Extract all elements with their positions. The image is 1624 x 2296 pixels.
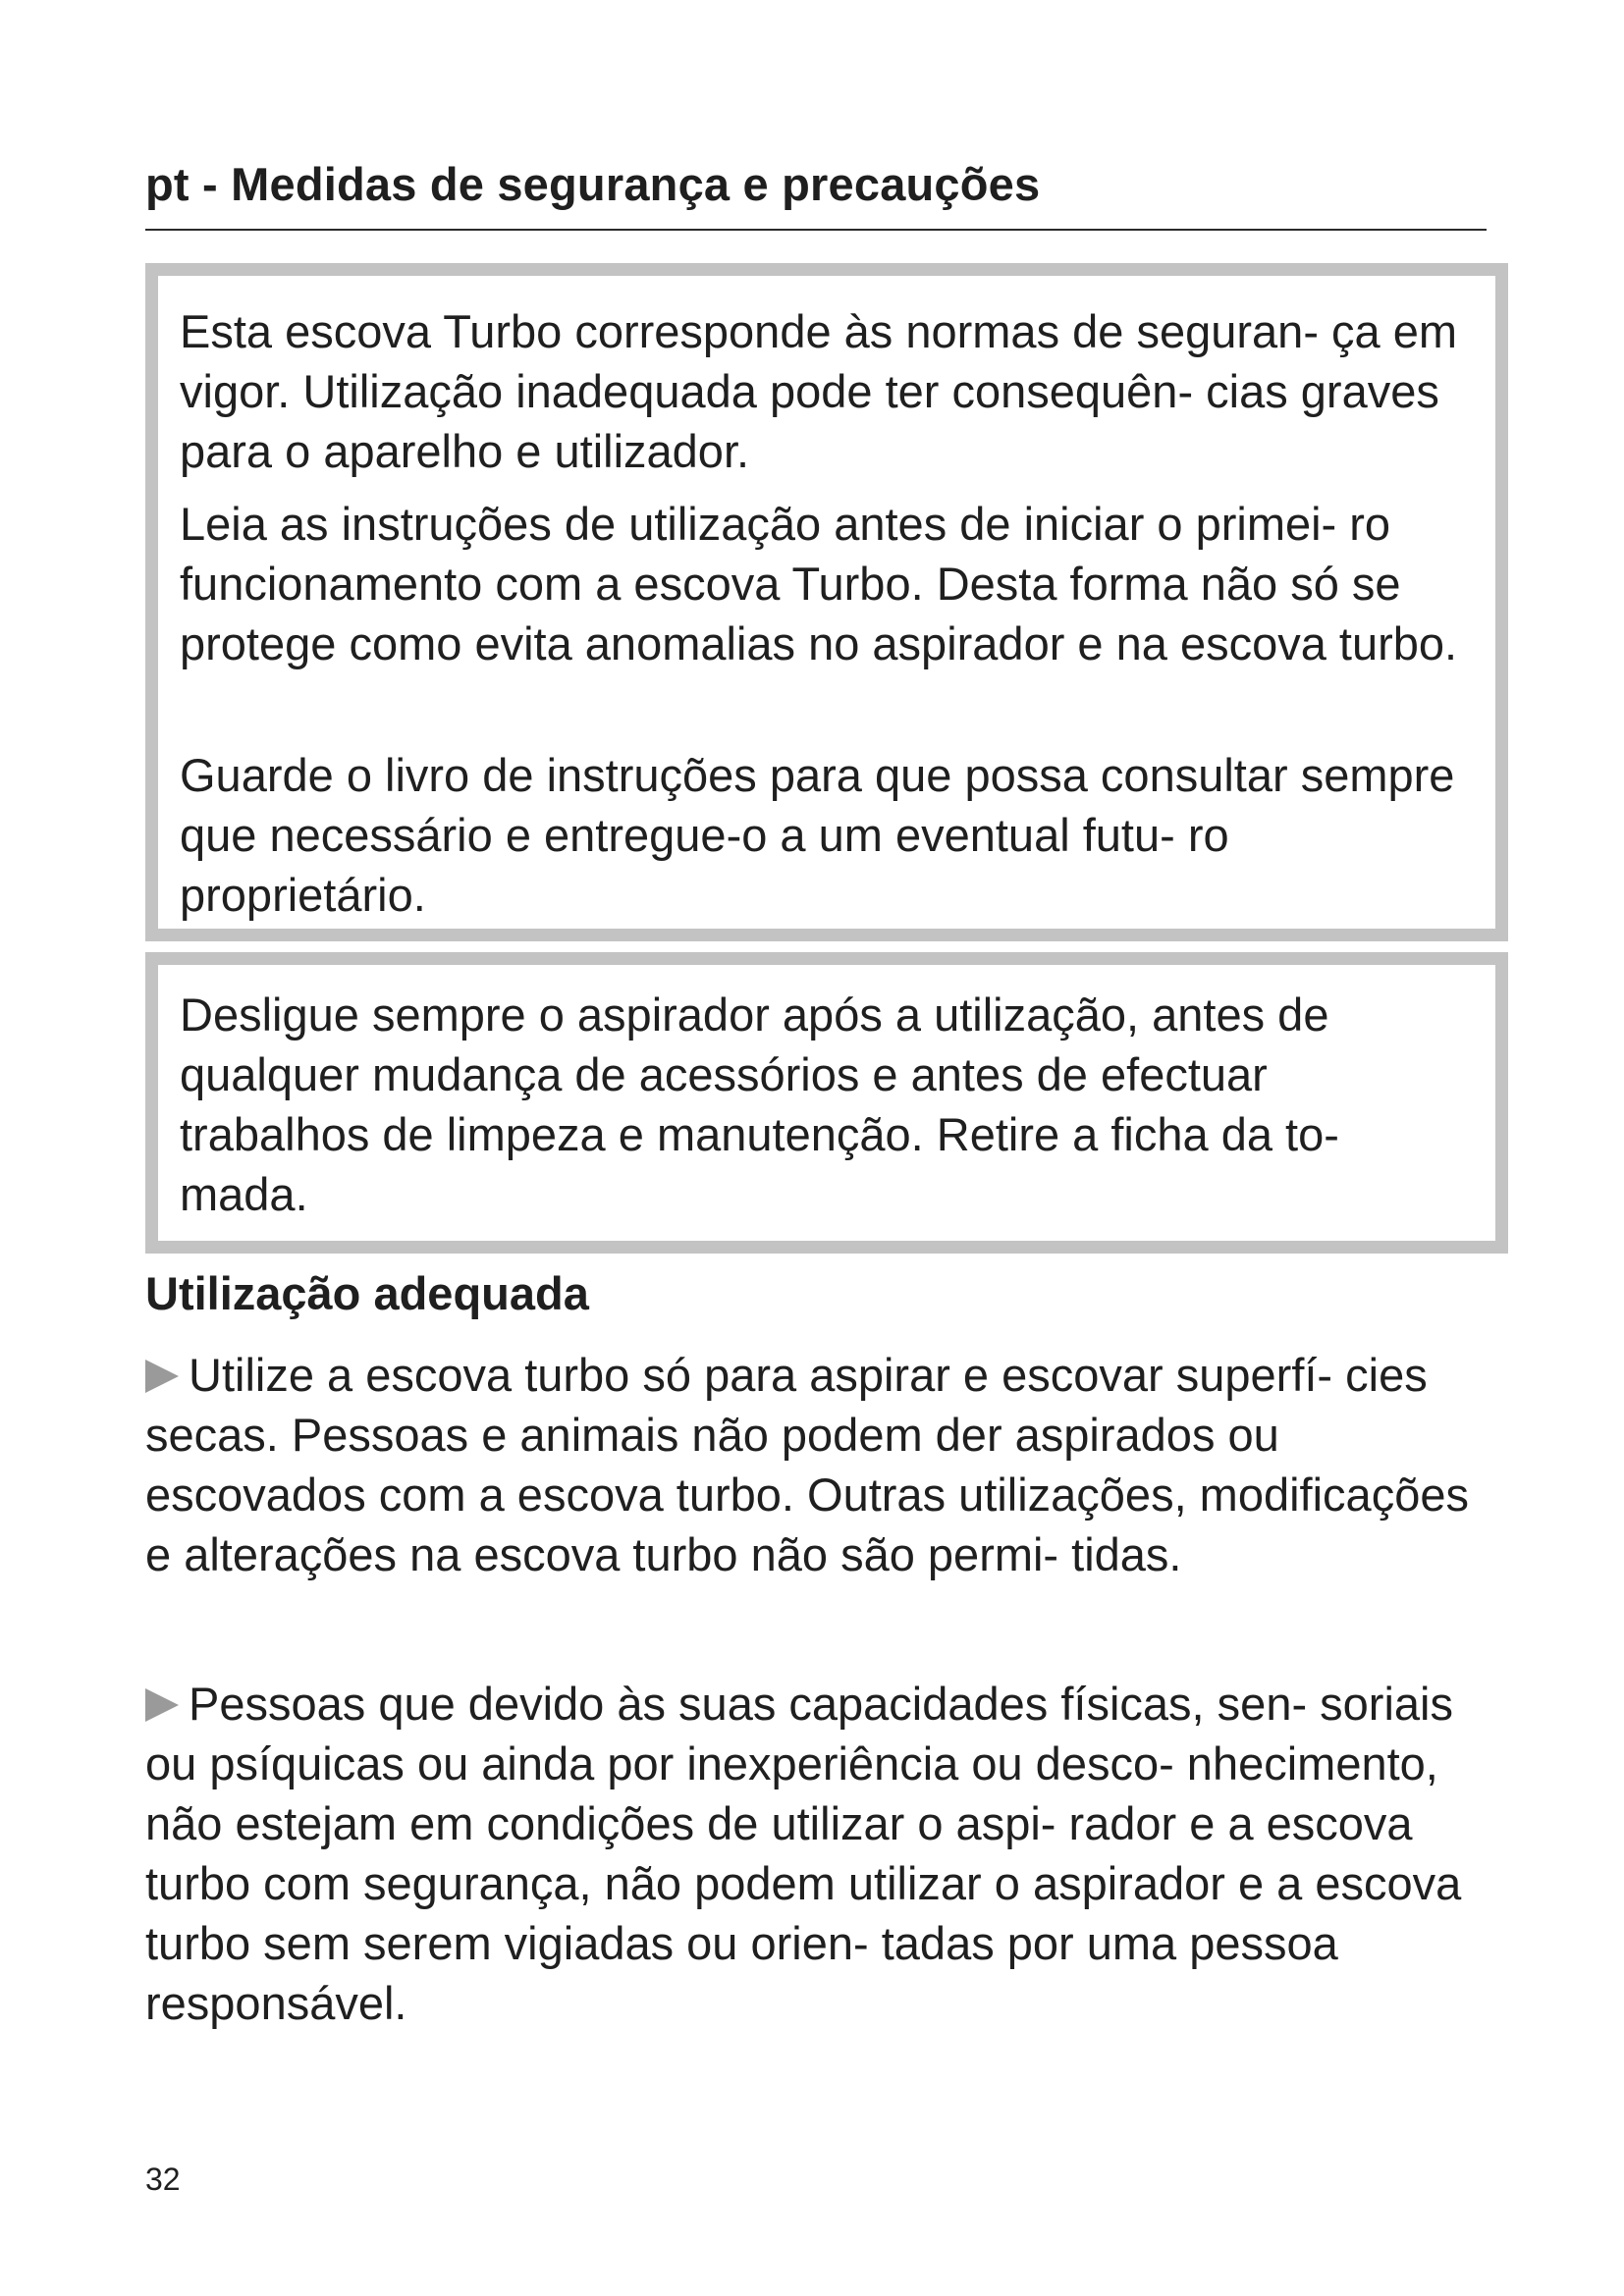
bullet-text: Utilize a escova turbo só para aspirar e escovar superfí- cies secas. Pessoas e animais não podem der aspirados ou escovados com a escova turbo. Outras utilizações, modificações e alterações na escova turbo não são permi- tidas. [145,1349,1469,1580]
bullet-item [145,1345,1487,1584]
page-number: 32 [145,2162,181,2197]
triangle-bullet-icon [145,1360,179,1393]
title-divider [145,229,1487,231]
disconnect-paragraph: Desligue sempre o aspirador após a utilização, antes de qualquer mudança de acessórios e antes de efectuar trabalhos de limpeza e manutenção. Retire a ficha da to- mada. [180,988,1339,1220]
bullet-text: Pessoas que devido às suas capacidades físicas, sen- soriais ou psíquicas ou ainda por inexperiência ou desco- nhecimento, não estejam em condições de utilizar o aspi- rador e a escova turbo com segurança, não podem utilizar o aspirador e a escova turbo sem serem vigiadas ou orien- tadas por uma pessoa responsável. [145,1678,1462,2029]
safety-paragraph: Esta escova Turbo corresponde às normas de seguran- ça em vigor. Utilização inadequada pode ter consequên- cias graves para o aparelho e utilizador. [180,305,1458,477]
safety-paragraph: Leia as instruções de utilização antes de iniciar o primei- ro funcionamento com a escova Turbo. Desta forma não só se protege como evita anomalias no aspirador e na escova turbo. [180,498,1458,669]
page-title: pt - Medidas de segurança e precauções [145,158,1041,210]
triangle-bullet-icon [145,1688,179,1722]
disconnect-notice-box [145,952,1508,1254]
section-heading: Utilização adequada [145,1267,589,1319]
bullet-item [145,1674,1487,2033]
safety-paragraph: Guarde o livro de instruções para que possa consultar sempre que necessário e entregue-o a um eventual futu- ro proprietário. [180,749,1455,921]
safety-notice-box [145,263,1508,941]
